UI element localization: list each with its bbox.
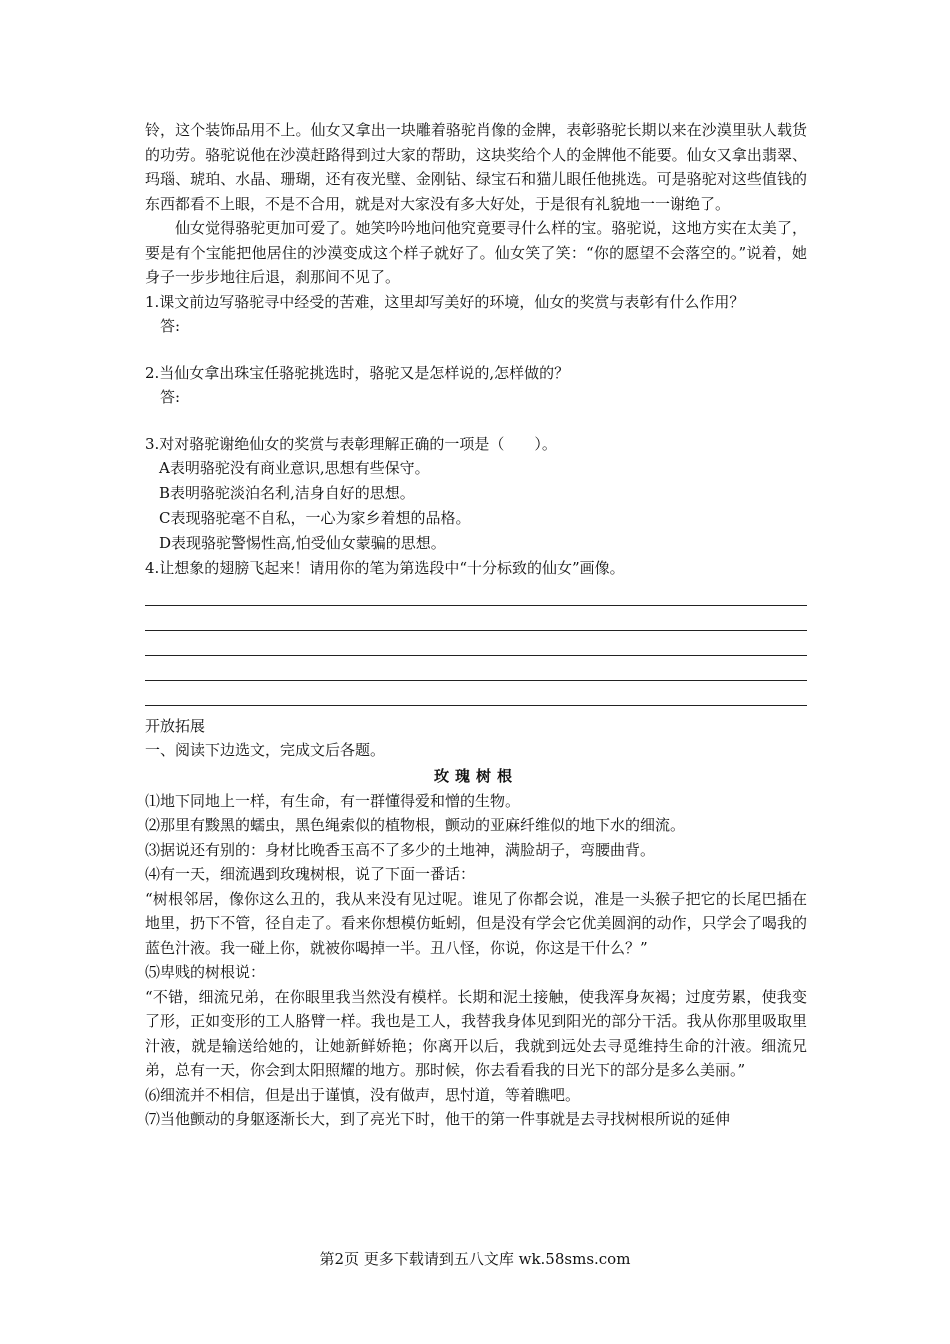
question-4: 4.让想象的翅膀飞起来！请用你的笔为第选段中“十分标致的仙女”画像。: [145, 559, 625, 577]
writing-line: [145, 606, 807, 631]
writing-line: [145, 631, 807, 656]
option-c: C表现骆驼毫不自私，一心为家乡着想的品格。: [159, 509, 471, 527]
passage2-paragraph: ⑴地下同地上一样，有生命，有一群懂得爱和憎的生物。: [145, 791, 521, 810]
section-instruction: 一、阅读下边选文，完成文后各题。: [145, 741, 386, 759]
passage1-paragraph-2: 仙女觉得骆驼更加可爱了。她笑吟吟地问他究竟要寻什么样的宝。骆驼说，这地方实在太美了，要是有个宝能把他居住的沙漠变成这个样子就好了。仙女笑了笑：“你的愿望不会落空的。”说着，她身子一步步地往后退，刹那间不见了。: [145, 219, 807, 286]
answer-space: [145, 410, 807, 432]
writing-line: [145, 581, 807, 606]
option-b: B表明骆驼淡泊名利,洁身自好的思想。: [159, 484, 415, 502]
writing-line: [145, 656, 807, 681]
question-1-answer: 答:: [160, 317, 181, 335]
option-a: A表明骆驼没有商业意识,思想有些保守。: [159, 459, 430, 477]
section-heading: 开放拓展: [145, 716, 206, 735]
writing-lines: [145, 581, 807, 706]
passage-title: 玫瑰树根: [433, 766, 518, 785]
passage2-paragraph: “不错，细流兄弟，在你眼里我当然没有模样。长期和泥土接触，使我浑身灰褐；过度劳累，使我变了形，正如变形的工人胳臂一样。我也是工人，我替我身体见到阳光的部分干活。我从你那里吸取里汁液，就是输送给她的，让她新鲜娇艳；你离开以后，我就到远处去寻觅维持生命的汁液。细流兄弟，总有一天，你会到太阳照耀的地方。那时候，你去看看我的日光下的部分是多么美丽。”: [145, 987, 807, 1079]
passage2-paragraph: ⑷有一天，细流遇到玫瑰树根，说了下面一番话：: [145, 865, 476, 883]
page-content: [145, 118, 807, 1132]
question-2: 2.当仙女拿出珠宝任骆驼挑选时，骆驼又是怎样说的,怎样做的？: [145, 363, 570, 382]
question-3: 3.对对骆驼谢绝仙女的奖赏与表彰理解正确的一项是（ ）。: [145, 434, 557, 453]
passage2-paragraph: ⑺当他颤动的身躯逐渐长大，到了亮光下时，他干的第一件事就是去寻找树根所说的延伸: [145, 1110, 731, 1128]
question-2-answer: 答:: [160, 388, 181, 406]
passage1-paragraph-1: 铃，这个装饰品用不上。仙女又拿出一块雕着骆驼肖像的金牌，表彰骆驼长期以来在沙漠里驮人载货的功劳。骆驼说他在沙漠赶路得到过大家的帮助，这块奖给个人的金牌他不能要。仙女又拿出翡翠、玛瑙、琥珀、水晶、珊瑚，还有夜光璧、金刚钻、绿宝石和猫儿眼任他挑选。可是骆驼对这些值钱的东西都看不上眼，不是不合用，就是对大家没有多大好处，于是很有礼貌地一一谢绝了。: [145, 121, 807, 213]
writing-line: [145, 681, 807, 706]
passage2-paragraph: “树根邻居，像你这么丑的，我从来没有见过呢。谁见了你都会说，准是一头猴子把它的长尾巴插在地里，扔下不管，径自走了。看来你想模仿蚯蚓，但是没有学会它优美圆润的动作，只学会了喝我的蓝色汁液。我一碰上你，就被你喝掉一半。丑八怪，你说，你这是干什么？”: [145, 889, 807, 957]
page-footer: 第2页 更多下载请到五八文库 wk.58sms.com: [319, 1250, 631, 1268]
answer-space: [145, 339, 807, 361]
passage2-paragraph: ⑵那里有黢黑的蠕虫，黑色绳索似的植物根，颤动的亚麻纤维似的地下水的细流。: [145, 816, 686, 834]
passage2-paragraph: ⑹细流并不相信，但是出于谨慎，没有做声，思忖道，等着瞧吧。: [145, 1085, 581, 1104]
option-d: D表现骆驼警惕性高,怕受仙女蒙骗的思想。: [159, 534, 446, 552]
passage2-paragraph: ⑸卑贱的树根说：: [145, 963, 266, 981]
passage2-paragraph: ⑶据说还有别的：身材比晚香玉高不了多少的土地神，满脸胡子，弯腰曲背。: [145, 840, 656, 859]
question-1: 1.课文前边写骆驼寻中经受的苦难，这里却写美好的环境，仙女的奖赏与表彰有什么作用？: [145, 292, 745, 311]
